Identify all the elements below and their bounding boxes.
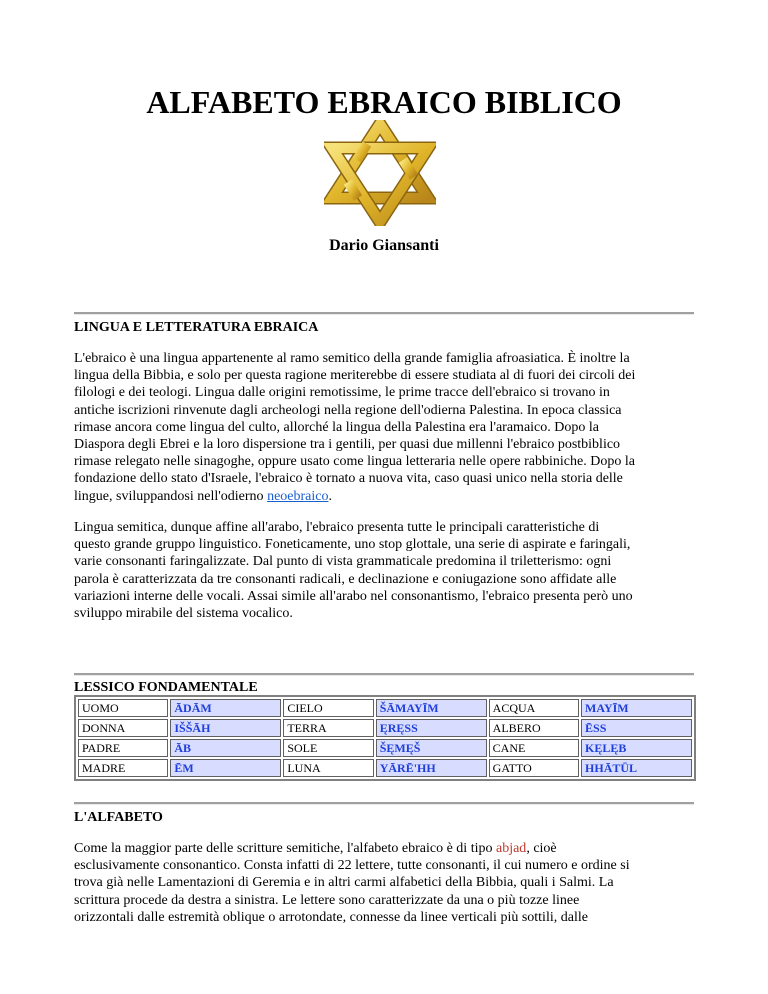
text-line: scrittura procede da destra a sinistra. Le lettere sono caratterizzate da una o più tozze linee bbox=[74, 892, 580, 908]
text-line: antiche iscrizioni rinvenute dagli archeologi nella regione dell'odierna Palestina. In epoca classica bbox=[74, 402, 622, 418]
text-line: esclusivamente consonantico. Consta infatti di 22 lettere, tutte consonanti, il cui numero e ordine si bbox=[74, 858, 630, 874]
hebrew-word: ĘRĘSS bbox=[376, 719, 487, 737]
text-line: filologi e dei teologi. Lingua dalle origini remotissime, le prime tracce dell'ebraico si trovano in bbox=[74, 385, 610, 401]
text-line: orizzontali dalle estremità oblique o arrotondate, connesse da linee verticali più sottili, dalle bbox=[74, 909, 588, 925]
italian-word: GATTO bbox=[489, 759, 579, 777]
table-row bbox=[78, 759, 692, 777]
text-line: questo grande gruppo linguistico. Foneticamente, uno stop glottale, una serie di aspirate e faringali, bbox=[74, 537, 631, 553]
hebrew-word: MAYĪM bbox=[581, 699, 692, 717]
hebrew-word: ĀDĀM bbox=[170, 699, 281, 717]
vocabulary-table bbox=[74, 695, 696, 781]
text-line: Come la maggior parte delle scritture semitiche, l'alfabeto ebraico è di tipo bbox=[74, 841, 496, 856]
text-line: Lingua semitica, dunque affine all'arabo, l'ebraico presenta tutte le principali caratteristiche di bbox=[74, 520, 600, 535]
italian-word: UOMO bbox=[78, 699, 168, 717]
text-line: rimase ancora come lingua del culto, allorché la lingua della Palestina era l'aramaico. Dopo la bbox=[74, 419, 599, 435]
paragraph-alfabeto bbox=[74, 840, 702, 926]
text-line: variazioni interne delle vocali. Assai simile all'arabo nel consonantismo, l'ebraico presenta però uno bbox=[74, 588, 633, 604]
section-heading-lessico: LESSICO FONDAMENTALE bbox=[74, 680, 258, 695]
hebrew-word: ĒSS bbox=[581, 719, 692, 737]
text-line: trova già nelle Lamentazioni di Geremia e in altri carmi alfabetici della Bibbia, quali i Salmi. La bbox=[74, 875, 614, 891]
hebrew-word: HHĀTŪL bbox=[581, 759, 692, 777]
section-divider bbox=[74, 673, 694, 676]
table-row bbox=[78, 739, 692, 757]
table-row bbox=[78, 699, 692, 717]
author-name: Dario Giansanti bbox=[329, 237, 439, 254]
italian-word: DONNA bbox=[78, 719, 168, 737]
italian-word: PADRE bbox=[78, 739, 168, 757]
text-line: lingue, sviluppandosi nell'odierno bbox=[74, 488, 268, 504]
text-line: fondazione dello stato d'Israele, l'ebraico è tornato a nuova vita, caso quasi unico nella storia delle bbox=[74, 471, 623, 487]
text-line: Diaspora degli Ebrei e la loro dispersione tra i gentili, per quasi due millenni l'ebraico postbiblico bbox=[74, 437, 621, 453]
hebrew-word: ĀB bbox=[170, 739, 281, 757]
text-punctuation: . bbox=[328, 488, 332, 504]
text-line: , cioè bbox=[526, 841, 557, 856]
abjad-term: abjad bbox=[495, 841, 527, 856]
hebrew-word: ŠĘMĘŠ bbox=[376, 739, 487, 757]
hebrew-word: KĘLĘB bbox=[581, 739, 692, 757]
italian-word: ALBERO bbox=[489, 719, 579, 737]
italian-word: LUNA bbox=[283, 759, 373, 777]
section-divider bbox=[74, 802, 694, 805]
hebrew-word: YĀRĒ'HH bbox=[376, 759, 487, 777]
hebrew-word: IŠŠĀH bbox=[170, 719, 281, 737]
italian-word: CIELO bbox=[283, 699, 373, 717]
page-title: ALFABETO EBRAICO BIBLICO bbox=[146, 84, 622, 120]
star-of-david-icon bbox=[324, 120, 436, 226]
table-row bbox=[78, 719, 692, 737]
text-line: parola è caratterizzata da tre consonanti radicali, e declinazione e coniugazione sono affidate alle bbox=[74, 571, 617, 587]
text-line: sviluppo mirabile del sistema vocalico. bbox=[74, 606, 293, 622]
text-line: L'ebraico è una lingua appartenente al ramo semitico della grande famiglia afroasiatica. È inoltre la bbox=[74, 351, 630, 366]
neoebraico-link[interactable]: neoebraico bbox=[267, 488, 329, 504]
section-divider bbox=[74, 312, 694, 315]
italian-word: ACQUA bbox=[489, 699, 579, 717]
text-line: lingua della Bibbia, e solo per questa ragione meriterebbe di essere studiata al di fuori dei circoli dei bbox=[74, 368, 636, 384]
hebrew-word: ŠĀMAYĪM bbox=[376, 699, 487, 717]
hebrew-word: ĒM bbox=[170, 759, 281, 777]
paragraph-semitic bbox=[74, 519, 702, 622]
italian-word: CANE bbox=[489, 739, 579, 757]
text-line: rimase relegato nelle sinagoghe, oppure usato come lingua letteraria nelle opere rabbiniche. Dopo la bbox=[74, 454, 635, 470]
section-heading-lingua: LINGUA E LETTERATURA EBRAICA bbox=[74, 320, 319, 335]
italian-word: TERRA bbox=[283, 719, 373, 737]
section-heading-alfabeto: L'ALFABETO bbox=[74, 810, 163, 825]
italian-word: MADRE bbox=[78, 759, 168, 777]
text-line: varie consonanti faringalizzate. Dal punto di vista grammaticale predomina il triletterismo: ogni bbox=[74, 554, 612, 570]
italian-word: SOLE bbox=[283, 739, 373, 757]
paragraph-intro bbox=[74, 350, 702, 505]
